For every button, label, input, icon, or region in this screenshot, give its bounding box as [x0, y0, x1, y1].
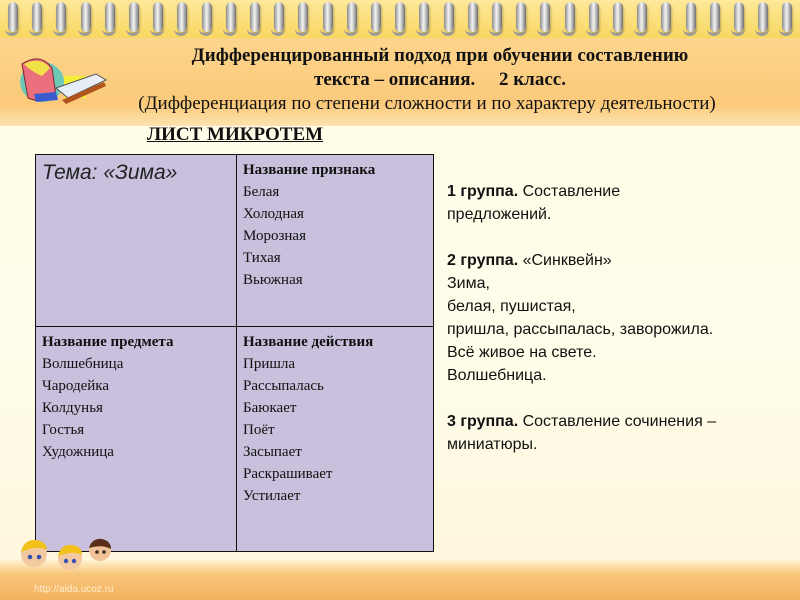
spiral-coil	[395, 2, 405, 32]
action-item: Раскрашивает	[243, 466, 333, 482]
attribute-item: Холодная	[243, 206, 304, 222]
spiral-coil	[153, 2, 163, 32]
theme-label: Тема: «Зима»	[42, 161, 178, 184]
object-item: Гостья	[42, 422, 85, 438]
action-item: Поёт	[243, 422, 275, 438]
attribute-item: Морозная	[243, 228, 306, 244]
actions-heading: Название действия	[243, 334, 374, 350]
spiral-coil	[613, 2, 623, 32]
spiral-coil	[444, 2, 454, 32]
spiral-coil	[540, 2, 550, 32]
kids-faces-icon	[12, 536, 112, 572]
spiral-coil	[32, 2, 42, 32]
group-3-label: 3 группа.	[447, 413, 519, 430]
group-3	[447, 410, 797, 456]
actions-cell	[237, 327, 434, 552]
spiral-coil	[274, 2, 284, 32]
action-item: Рассыпалась	[243, 378, 324, 394]
spiral-coil	[8, 2, 18, 32]
spiral-coil	[661, 2, 671, 32]
attributes-cell	[237, 155, 434, 327]
spiral-coil	[637, 2, 647, 32]
cinquain-line: Всё живое на свете.	[447, 344, 597, 361]
group-2	[447, 249, 797, 387]
spiral-binding	[0, 0, 800, 38]
spiral-coil	[686, 2, 696, 32]
spiral-coil	[347, 2, 357, 32]
cinquain-line: Зима,	[447, 275, 490, 292]
title-line-2: текста – описания. 2 класс.	[314, 69, 566, 90]
group-tasks	[447, 180, 797, 479]
objects-cell	[36, 327, 237, 552]
title-line-1: Дифференцированный подход при обучении составлению	[191, 45, 689, 66]
group-1-line: предложений.	[447, 206, 552, 223]
cinquain-line: Волшебница.	[447, 367, 547, 384]
group-1	[447, 180, 797, 226]
group-2-text: «Синквейн»	[518, 252, 612, 269]
group-2-label: 2 группа.	[447, 252, 519, 269]
cinquain-line: белая, пушистая,	[447, 298, 576, 315]
spiral-coil	[226, 2, 236, 32]
object-item: Художница	[42, 444, 114, 460]
group-3-text: Составление сочинения –	[518, 413, 717, 430]
cinquain-line: пришла, рассыпалась, заворожила.	[447, 321, 714, 338]
spiral-coil	[56, 2, 66, 32]
attributes-heading: Название признака	[243, 162, 376, 178]
spiral-coil	[81, 2, 91, 32]
group-3-line: миниатюры.	[447, 436, 538, 453]
theme-cell	[36, 155, 237, 327]
spiral-coil	[371, 2, 381, 32]
attribute-item: Вьюжная	[243, 272, 303, 288]
objects-heading: Название предмета	[42, 334, 174, 350]
footer-band	[0, 560, 800, 600]
spiral-coil	[516, 2, 526, 32]
spiral-coil	[589, 2, 599, 32]
spiral-coil	[129, 2, 139, 32]
object-item: Колдунья	[42, 400, 103, 416]
attribute-item: Белая	[243, 184, 280, 200]
action-item: Засыпает	[243, 444, 302, 460]
action-item: Устилает	[243, 488, 301, 504]
group-1-text: Составление	[518, 183, 621, 200]
slide-title	[90, 44, 790, 116]
spiral-coil	[202, 2, 212, 32]
sheet-title: ЛИСТ МИКРОТЕМ	[146, 124, 324, 145]
spiral-coil	[419, 2, 429, 32]
spiral-coil	[734, 2, 744, 32]
spiral-coil	[758, 2, 768, 32]
footer-url: http://aida.ucoz.ru	[34, 584, 114, 595]
action-item: Баюкает	[243, 400, 297, 416]
spiral-coil	[468, 2, 478, 32]
object-item: Волшебница	[42, 356, 124, 372]
spiral-coil	[565, 2, 575, 32]
subtitle: (Дифференциация по степени сложности и по характеру деятельности)	[138, 93, 716, 114]
microtheme-table	[35, 154, 434, 552]
action-item: Пришла	[243, 356, 296, 372]
object-item: Чародейка	[42, 378, 110, 394]
spiral-coil	[782, 2, 792, 32]
group-1-label: 1 группа.	[447, 183, 519, 200]
spiral-coil	[323, 2, 333, 32]
spiral-coil	[710, 2, 720, 32]
spiral-coil	[105, 2, 115, 32]
spiral-coil	[177, 2, 187, 32]
spiral-coil	[298, 2, 308, 32]
attribute-item: Тихая	[243, 250, 281, 266]
spiral-coil	[492, 2, 502, 32]
spiral-coil	[250, 2, 260, 32]
